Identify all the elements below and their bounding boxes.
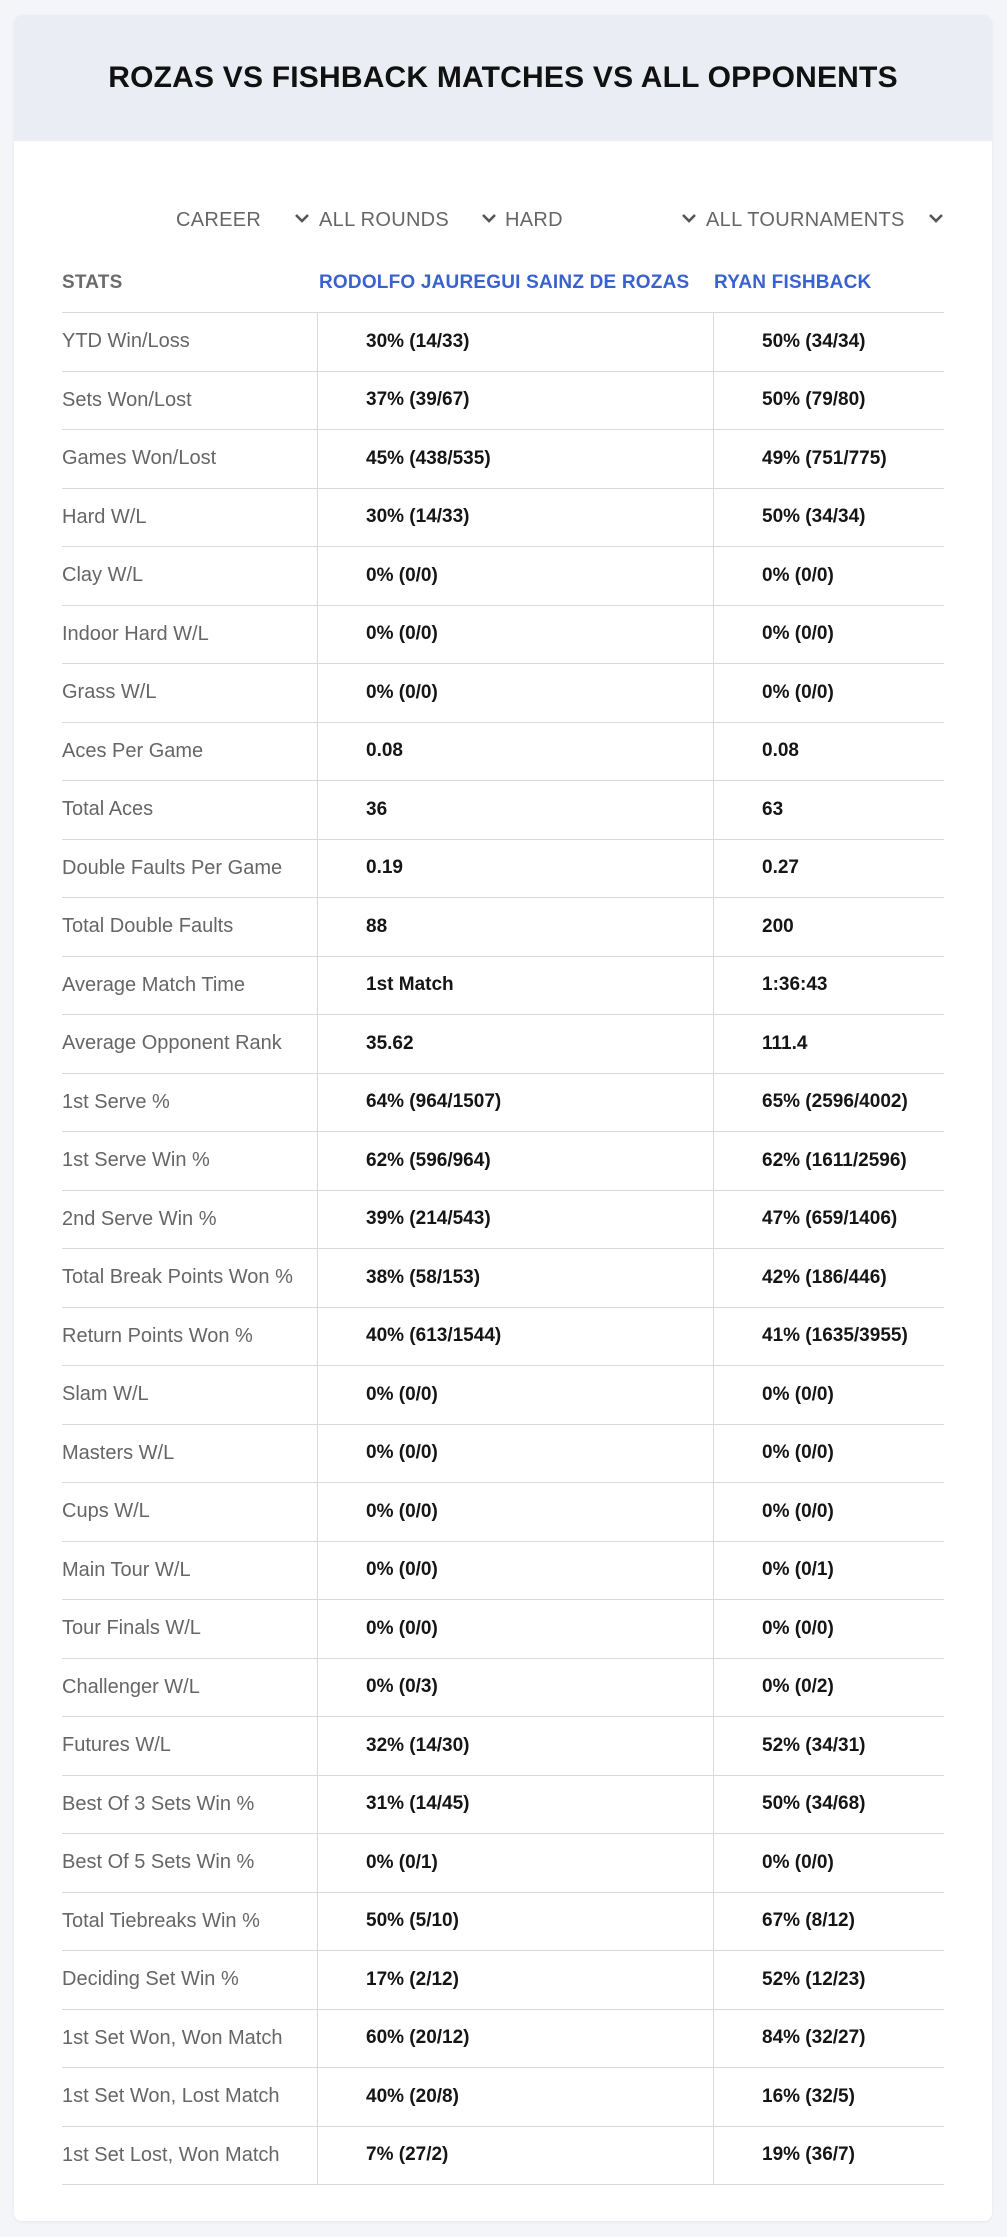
player1-stat-value: 38% (58/153)	[317, 1249, 713, 1307]
stat-label: 1st Serve Win %	[62, 1149, 210, 1172]
player2-stat-value: 0% (0/2)	[713, 1659, 944, 1717]
player1-stat-value: 37% (39/67)	[317, 372, 713, 430]
player1-column-header[interactable]: RODOLFO JAUREGUI SAINZ DE ROZAS	[319, 272, 690, 293]
table-row	[62, 1365, 944, 1424]
stat-label: Indoor Hard W/L	[62, 622, 209, 645]
stat-label: Total Break Points Won %	[62, 1266, 293, 1289]
player2-stat-value: 19% (36/7)	[713, 2127, 944, 2185]
player2-stat-value: 47% (659/1406)	[713, 1191, 944, 1249]
player2-stat-value: 0% (0/0)	[713, 1483, 944, 1541]
player2-stat-value: 50% (34/34)	[713, 313, 944, 371]
player1-stat-value: 0% (0/0)	[317, 606, 713, 664]
stat-label: Total Tiebreaks Win %	[62, 1909, 260, 1932]
stat-label: 1st Set Won, Lost Match	[62, 2085, 280, 2108]
table-row	[62, 1716, 944, 1775]
stat-label: Average Match Time	[62, 973, 246, 996]
player1-stat-value: 0% (0/0)	[317, 664, 713, 722]
table-row	[62, 1599, 944, 1658]
stat-label: Masters W/L	[62, 1441, 175, 1464]
table-row	[62, 839, 944, 898]
round-select[interactable]	[319, 190, 499, 250]
player1-stat-value: 45% (438/535)	[317, 430, 713, 488]
player1-stat-value: 0% (0/0)	[317, 1425, 713, 1483]
stats-table	[62, 312, 944, 2185]
table-row	[62, 1424, 944, 1483]
player2-stat-value: 52% (34/31)	[713, 1717, 944, 1775]
player1-stat-value: 40% (613/1544)	[317, 1308, 713, 1366]
table-row	[62, 1307, 944, 1366]
player2-stat-value: 49% (751/775)	[713, 430, 944, 488]
stat-label: Aces Per Game	[62, 739, 204, 762]
player1-stat-value: 30% (14/33)	[317, 489, 713, 547]
table-row	[62, 371, 944, 430]
player2-stat-value: 63	[713, 781, 944, 839]
player1-stat-value: 0.19	[317, 840, 713, 898]
table-row	[62, 312, 944, 371]
player1-stat-value: 17% (2/12)	[317, 1951, 713, 2009]
stat-label: Clay W/L	[62, 564, 144, 587]
player2-stat-value: 0% (0/0)	[713, 1425, 944, 1483]
stat-label: Sets Won/Lost	[62, 388, 192, 411]
period-select[interactable]	[176, 190, 312, 250]
player1-stat-value: 60% (20/12)	[317, 2010, 713, 2068]
player1-stat-value: 40% (20/8)	[317, 2068, 713, 2126]
stat-label: 2nd Serve Win %	[62, 1207, 217, 1230]
table-row	[62, 1658, 944, 1717]
stat-label: 1st Set Lost, Won Match	[62, 2143, 280, 2166]
player1-stat-value: 0% (0/0)	[317, 547, 713, 605]
chevron-down-icon	[926, 211, 946, 227]
player1-stat-value: 0.08	[317, 723, 713, 781]
chevron-down-icon	[479, 211, 499, 227]
tournament-select-value: ALL TOURNAMENTS	[706, 208, 905, 231]
stat-label: Total Double Faults	[62, 915, 234, 938]
player1-stat-value: 1st Match	[317, 957, 713, 1015]
stat-label: Hard W/L	[62, 505, 147, 528]
player2-stat-value: 0% (0/0)	[713, 606, 944, 664]
table-row	[62, 2126, 944, 2186]
chevron-down-icon	[679, 211, 699, 227]
table-row	[62, 1950, 944, 2009]
table-row	[62, 1892, 944, 1951]
table-row	[62, 956, 944, 1015]
chevron-down-icon	[292, 211, 312, 227]
player2-stat-value: 65% (2596/4002)	[713, 1074, 944, 1132]
surface-select[interactable]	[505, 190, 699, 250]
player1-stat-value: 62% (596/964)	[317, 1132, 713, 1190]
player2-stat-value: 111.4	[713, 1015, 944, 1073]
stat-label: Best Of 3 Sets Win %	[62, 1792, 255, 1815]
player2-stat-value: 52% (12/23)	[713, 1951, 944, 2009]
table-row	[62, 722, 944, 781]
player1-stat-value: 30% (14/33)	[317, 313, 713, 371]
player1-stat-value: 50% (5/10)	[317, 1893, 713, 1951]
stat-label: Tour Finals W/L	[62, 1617, 201, 1640]
table-row	[62, 897, 944, 956]
table-row	[62, 1541, 944, 1600]
table-row	[62, 605, 944, 664]
player1-stat-value: 31% (14/45)	[317, 1776, 713, 1834]
player1-stat-value: 32% (14/30)	[317, 1717, 713, 1775]
player2-stat-value: 67% (8/12)	[713, 1893, 944, 1951]
stat-label: Best Of 5 Sets Win %	[62, 1851, 255, 1874]
stat-label: Slam W/L	[62, 1383, 149, 1406]
table-row	[62, 546, 944, 605]
stat-label: Deciding Set Win %	[62, 1968, 239, 1991]
stat-label: Main Tour W/L	[62, 1558, 191, 1581]
player2-stat-value: 50% (79/80)	[713, 372, 944, 430]
stat-label: Total Aces	[62, 798, 154, 821]
player1-stat-value: 0% (0/0)	[317, 1542, 713, 1600]
table-row	[62, 1775, 944, 1834]
stats-column-header: STATS	[62, 272, 123, 293]
surface-select-value: HARD	[505, 208, 563, 231]
player2-stat-value: 84% (32/27)	[713, 2010, 944, 2068]
player2-stat-value: 0% (0/0)	[713, 547, 944, 605]
table-row	[62, 1833, 944, 1892]
player2-stat-value: 0% (0/0)	[713, 1600, 944, 1658]
player1-stat-value: 0% (0/0)	[317, 1600, 713, 1658]
player1-stat-value: 64% (964/1507)	[317, 1074, 713, 1132]
stat-label: Double Faults Per Game	[62, 856, 283, 879]
player2-stat-value: 0% (0/0)	[713, 664, 944, 722]
player2-stat-value: 0.27	[713, 840, 944, 898]
player2-stat-value: 42% (186/446)	[713, 1249, 944, 1307]
player1-stat-value: 0% (0/1)	[317, 1834, 713, 1892]
tournament-select[interactable]	[706, 190, 946, 250]
player1-stat-value: 36	[317, 781, 713, 839]
page-header	[14, 15, 992, 141]
player2-stat-value: 16% (32/5)	[713, 2068, 944, 2126]
table-row	[62, 1190, 944, 1249]
table-row	[62, 663, 944, 722]
table-row	[62, 1073, 944, 1132]
player2-stat-value: 50% (34/68)	[713, 1776, 944, 1834]
stat-label: Games Won/Lost	[62, 447, 217, 470]
player2-stat-value: 0% (0/0)	[713, 1366, 944, 1424]
player2-column-header[interactable]: RYAN FISHBACK	[714, 272, 872, 293]
stats-card	[14, 15, 992, 2221]
page-title: ROZAS VS FISHBACK MATCHES VS ALL OPPONENTS	[108, 61, 898, 94]
player2-stat-value: 0% (0/1)	[713, 1542, 944, 1600]
table-row	[62, 1248, 944, 1307]
stat-label: 1st Serve %	[62, 1090, 170, 1113]
player2-stat-value: 50% (34/34)	[713, 489, 944, 547]
player2-stat-value: 0% (0/0)	[713, 1834, 944, 1892]
player2-stat-value: 41% (1635/3955)	[713, 1308, 944, 1366]
table-row	[62, 1014, 944, 1073]
stat-label: 1st Set Won, Won Match	[62, 2026, 283, 2049]
filter-bar	[14, 190, 992, 250]
player1-stat-value: 0% (0/3)	[317, 1659, 713, 1717]
table-row	[62, 488, 944, 547]
player1-stat-value: 88	[317, 898, 713, 956]
player1-stat-value: 35.62	[317, 1015, 713, 1073]
stat-label: Return Points Won %	[62, 1324, 253, 1347]
table-row	[62, 2067, 944, 2126]
table-row	[62, 429, 944, 488]
player2-stat-value: 62% (1611/2596)	[713, 1132, 944, 1190]
player2-stat-value: 1:36:43	[713, 957, 944, 1015]
table-row	[62, 1482, 944, 1541]
player1-stat-value: 0% (0/0)	[317, 1483, 713, 1541]
stat-label: Futures W/L	[62, 1734, 171, 1757]
stat-label: YTD Win/Loss	[62, 330, 190, 353]
player1-stat-value: 0% (0/0)	[317, 1366, 713, 1424]
table-row	[62, 1131, 944, 1190]
table-row	[62, 2009, 944, 2068]
stat-label: Grass W/L	[62, 681, 157, 704]
player1-stat-value: 7% (27/2)	[317, 2127, 713, 2185]
stat-label: Cups W/L	[62, 1500, 150, 1523]
table-row	[62, 780, 944, 839]
stat-label: Average Opponent Rank	[62, 1032, 282, 1055]
period-select-value: CAREER	[176, 208, 262, 231]
player2-stat-value: 0.08	[713, 723, 944, 781]
player2-stat-value: 200	[713, 898, 944, 956]
player1-stat-value: 39% (214/543)	[317, 1191, 713, 1249]
stat-label: Challenger W/L	[62, 1675, 200, 1698]
round-select-value: ALL ROUNDS	[319, 208, 450, 231]
